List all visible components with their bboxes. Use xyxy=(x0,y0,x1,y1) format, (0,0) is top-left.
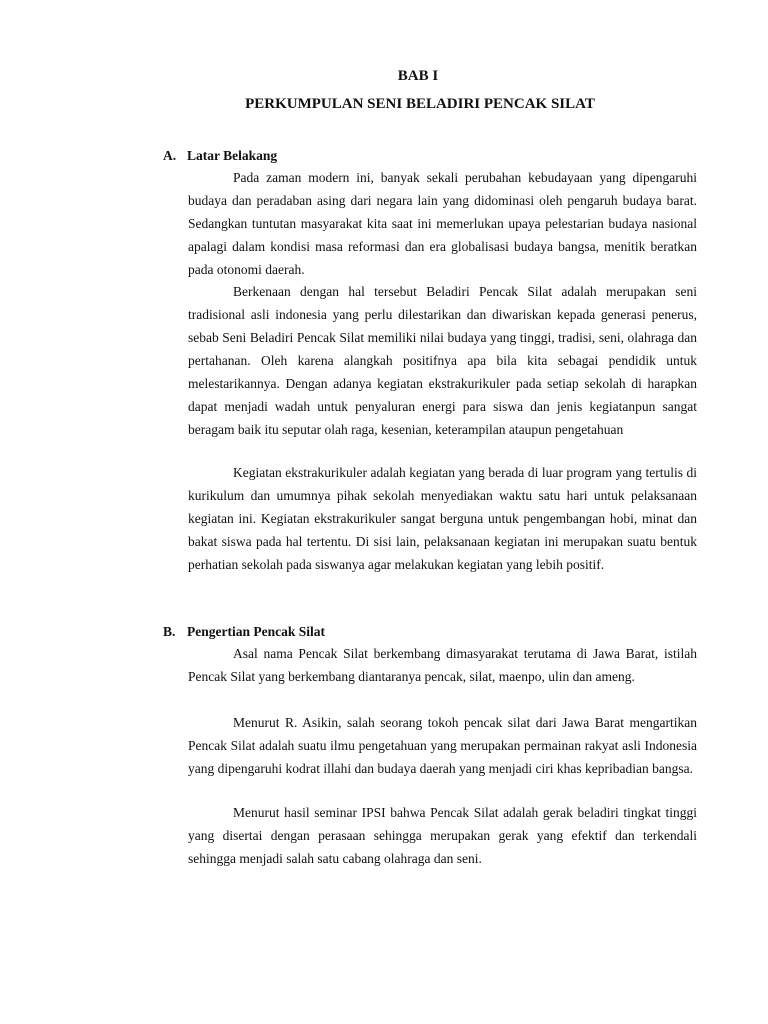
section-b-heading xyxy=(163,623,325,641)
section-b-paragraph-3: Menurut hasil seminar IPSI bahwa Pencak Silat adalah gerak beladiri tingkat tinggi yang disertai dengan perasaan sehingga merupakan gerak yang efektif dan terkendali sehingga menjadi salah satu cabang olahraga dan seni. xyxy=(188,805,697,866)
section-a-paragraph-1: Pada zaman modern ini, banyak sekali perubahan kebudayaan yang dipengaruhi budaya dan peradaban asing dari negara lain yang didominasi oleh pengaruh budaya barat. Sedangkan tuntutan masyarakat kita saat ini memerlukan upaya pelestarian budaya nasional apalagi dalam kondisi masa reformasi dan era globalisasi budaya bangsa, menitik beratkan pada otonomi daerah. xyxy=(188,170,697,277)
section-a-paragraph-2: Berkenaan dengan hal tersebut Beladiri Pencak Silat adalah merupakan seni tradisional asli indonesia yang perlu dilestarikan dan diwariskan kepada generasi penerus, sebab Seni Beladiri Pencak Silat memiliki nilai budaya yang tinggi, tradisi, seni, olahraga dan pertahanan. Oleh karena alangkah positifnya apa bila kita sebagai pendidik untuk melestarikannya. Dengan adanya kegiatan ekstrakurikuler pada setiap sekolah di harapkan dapat menjadi wadah untuk penyaluran energi para siswa dan jenis kegiatanpun sangat beragam baik itu seputar olah raga, kesenian, keterampilan ataupun pengetahuan xyxy=(188,284,697,437)
section-b-title: Pengertian Pencak Silat xyxy=(187,624,325,639)
section-b-paragraph-2: Menurut R. Asikin, salah seorang tokoh pencak silat dari Jawa Barat mengartikan Pencak Silat adalah suatu ilmu pengetahuan yang merupakan permainan rakyat asli Indonesia yang dipengaruhi kodrat illahi dan budaya daerah yang menjadi ciri khas kepribadian bangsa. xyxy=(188,715,697,776)
section-a-heading xyxy=(163,147,277,165)
chapter-number: BAB I xyxy=(397,68,439,84)
section-a-title: Latar Belakang xyxy=(187,148,278,163)
section-a-paragraph-3: Kegiatan ekstrakurikuler adalah kegiatan yang berada di luar program yang tertulis di kurikulum dan umumnya pihak sekolah menyediakan waktu satu hari untuk pelaksanaan kegiatan ini. Kegiatan ekstrakurikuler sangat berguna untuk pengembangan hobi, minat dan bakat siswa pada hal tertentu. Di sisi lain, pelaksanaan kegiatan ini merupakan suatu bentuk perhatian sekolah pada siswanya agar melakukan kegiatan yang lebih positif. xyxy=(188,465,697,572)
chapter-title: PERKUMPULAN SENI BELADIRI PENCAK SILAT xyxy=(245,96,595,112)
section-b-paragraph-1: Asal nama Pencak Silat berkembang dimasyarakat terutama di Jawa Barat, istilah Pencak Silat yang berkembang diantaranya pencak, silat, maenpo, ulin dan ameng. xyxy=(188,646,697,684)
section-b-letter: B. xyxy=(163,624,176,639)
section-a-letter: A. xyxy=(163,148,177,163)
